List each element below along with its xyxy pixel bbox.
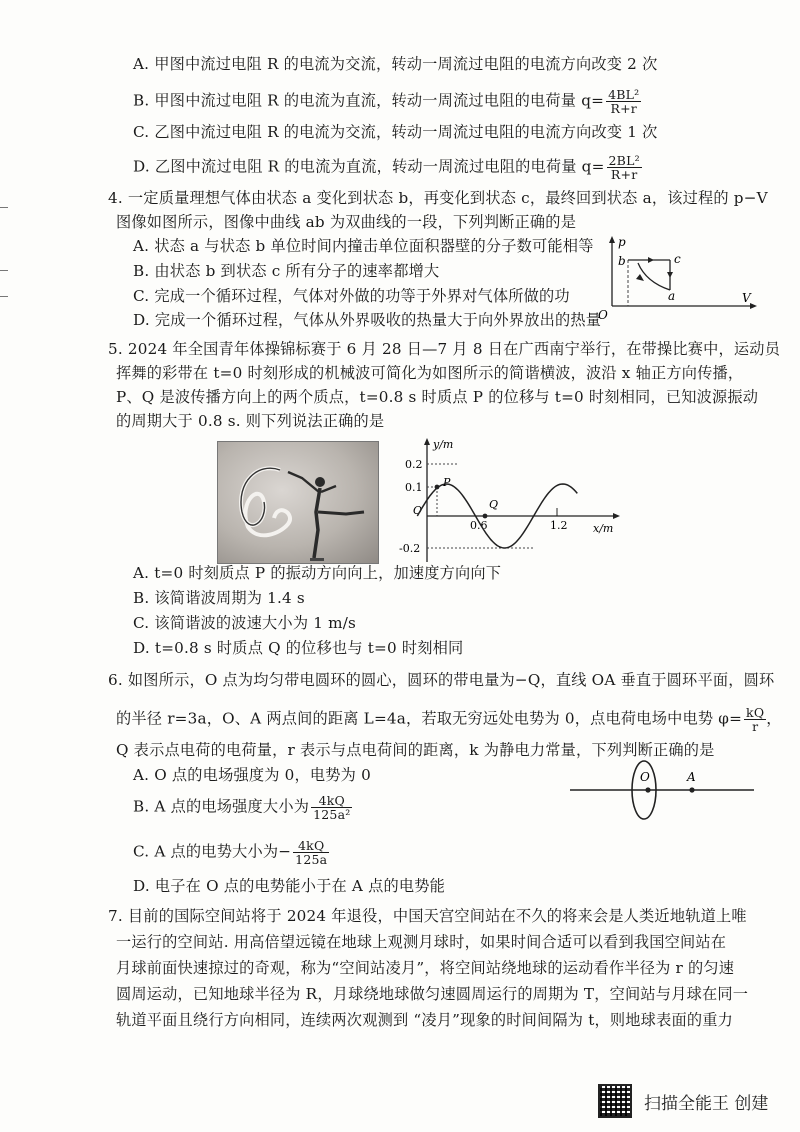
wave-graph [395,436,625,566]
x-tick-1.2: 1.2 [550,519,568,532]
q7-line4: 圆周运动，已知地球半径为 R，月球绕地球做匀速圆周运行的周期为 T，空间站与月球在同一 [116,985,749,1003]
q7-line5: 轨道平面且绕行方向相同，连续两次观测到 “凌月”现象的时间间隔为 t，则地球表面的重力 [116,1011,734,1029]
origin-label: O [598,308,608,322]
fraction: $\frac{4kQ}{\text{125a²}}$ [313,793,351,822]
v-label: V [742,291,751,305]
point-o [645,787,650,792]
point-p [435,485,440,490]
p-label: p [618,235,626,249]
y-tick-0.2: 0.2 [405,458,423,471]
q7-line3: 月球前面快速掠过的奇观，称为“空间站凌月”，将空间站绕地球的运动看作半径为 r 的匀速 [116,959,735,977]
q6-option-a: A. O 点的电场强度为 0，电势为 0 [133,766,371,784]
fraction: $\frac{kQ}{r}$ [746,705,765,734]
q5-stem-line3: P、Q 是波传播方向上的两个质点，t=0.8 s 时质点 P 的位移与 t=0 时刻相同，已知波源振动 [116,388,759,406]
point-q-label: Q [489,498,499,511]
scanner-watermark [598,1084,768,1118]
fraction: $\frac{\text{4BL²}}{R+r}$ [608,87,640,116]
point-o-label: O [640,770,650,784]
q5-stem-line1: 5. 2024 年全国青年体操锦标赛于 6 月 28 日—7 月 8 日在广西南宁举行，在带操比赛中，运动员 [108,340,781,358]
state-c-label: c [674,252,681,266]
q4-option-c: C. 完成一个循环过程，气体对外做的功等于外界对气体所做的功 [133,287,570,305]
q5-stem-line2: 挥舞的彩带在 t=0 时刻形成的机械波可简化为如图所示的简谐横波，波沿 x 轴正方向传播， [116,364,744,382]
q6-stem-line2: 的半径 r=3a，O、A 两点间的距离 L=4a，若取无穷远处电势为 0，点电荷电场中电势 φ= $\frac{kQ}{r}$ ， [116,705,782,734]
q4-option-a: A. 状态 a 与状态 b 单位时间内撞击单位面积器壁的分子数可能相等 [133,237,594,255]
origin-label: O [413,504,423,517]
y-tick-neg0.2: -0.2 [399,542,421,555]
q6-option-d: D. 电子在 O 点的电势能小于在 A 点的电势能 [133,877,446,895]
q5-option-a: A. t=0 时刻质点 P 的振动方向向上，加速度方向向下 [133,564,502,582]
q6-option-c: C. A 点的电势大小为− $\frac{4kQ}{125a}$ [133,838,328,867]
q3-option-d: D. 乙图中流过电阻 R 的电流为直流，转动一周流过电阻的电荷量 q= $\frac{\text{2BL²}}{R+r}$ [133,153,640,182]
pv-diagram [592,230,762,322]
q5-stem-line4: 的周期大于 0.8 s. 则下列说法正确的是 [116,412,385,430]
y-tick-0.1: 0.1 [405,481,423,494]
fraction: $\frac{4kQ}{125a}$ [295,838,328,867]
q4-option-b: B. 由状态 b 到状态 c 所有分子的速率都增大 [133,262,440,280]
q6-option-b: B. A 点的电场强度大小为 $\frac{4kQ}{\text{125a²}}$ [133,793,351,822]
state-b-label: b [618,254,626,268]
point-q [483,514,488,519]
x-tick-0.6: 0.6 [470,519,488,532]
q6-stem-line1: 6. 如图所示，O 点为均匀带电圆环的圆心，圆环的带电量为−Q，直线 OA 垂直于圆环平面，圆环 [108,671,775,689]
state-a-label: a [668,289,676,303]
q5-option-d: D. t=0.8 s 时质点 Q 的位移也与 t=0 时刻相同 [133,639,464,657]
q4-stem-line2: 图像如图所示，图像中曲线 ab 为双曲线的一段，下列判断正确的是 [116,213,577,231]
q3-option-a: A. 甲图中流过电阻 R 的电流为交流，转动一周流过电阻的电流方向改变 2 次 [133,55,658,73]
q7-line1: 7. 目前的国际空间站将于 2024 年退役，中国天宫空间站在不久的将来会是人类近地轨道上唯 [108,907,747,925]
q3-option-c: C. 乙图中流过电阻 R 的电流为交流，转动一周流过电阻的电流方向改变 1 次 [133,123,658,141]
q5-option-b: B. 该简谐波周期为 1.4 s [133,589,305,607]
point-a [689,787,694,792]
fraction: $\frac{\text{2BL²}}{R+r}$ [608,153,640,182]
ring-diagram [568,760,758,824]
gymnast-photo [217,441,379,564]
q5-option-c: C. 该简谐波的波速大小为 1 m/s [133,614,357,632]
q4-option-d: D. 完成一个循环过程，气体从外界吸收的热量大于向外界放出的热量 [133,311,602,329]
ab-hyperbola [638,263,670,290]
q7-line2: 一运行的空间站. 用高倍望远镜在地球上观测月球时，如果时间合适可以看到我国空间站在 [116,933,727,951]
point-p-label: P [443,476,451,489]
watermark-text: 扫描全能王 创建 [644,1093,769,1114]
ribbon-gymnast-illustration [218,442,378,563]
x-axis-label: x/m [593,522,614,535]
q3-option-b: B. 甲图中流过电阻 R 的电流为直流，转动一周流过电阻的电荷量 q= $\frac{\text{4BL²}}{R+r}$ [133,87,640,116]
qr-code-icon [598,1084,632,1118]
q4-stem-line1: 4. 一定质量理想气体由状态 a 变化到状态 b，再变化到状态 c，最终回到状态 a，该过程的 p−V [108,189,768,207]
q6-stem-line3: Q 表示点电荷的电荷量，r 表示与点电荷间的距离，k 为静电力常量，下列判断正确的是 [116,741,715,759]
y-axis-label: y/m [433,438,454,451]
point-a-label: A [687,770,696,784]
